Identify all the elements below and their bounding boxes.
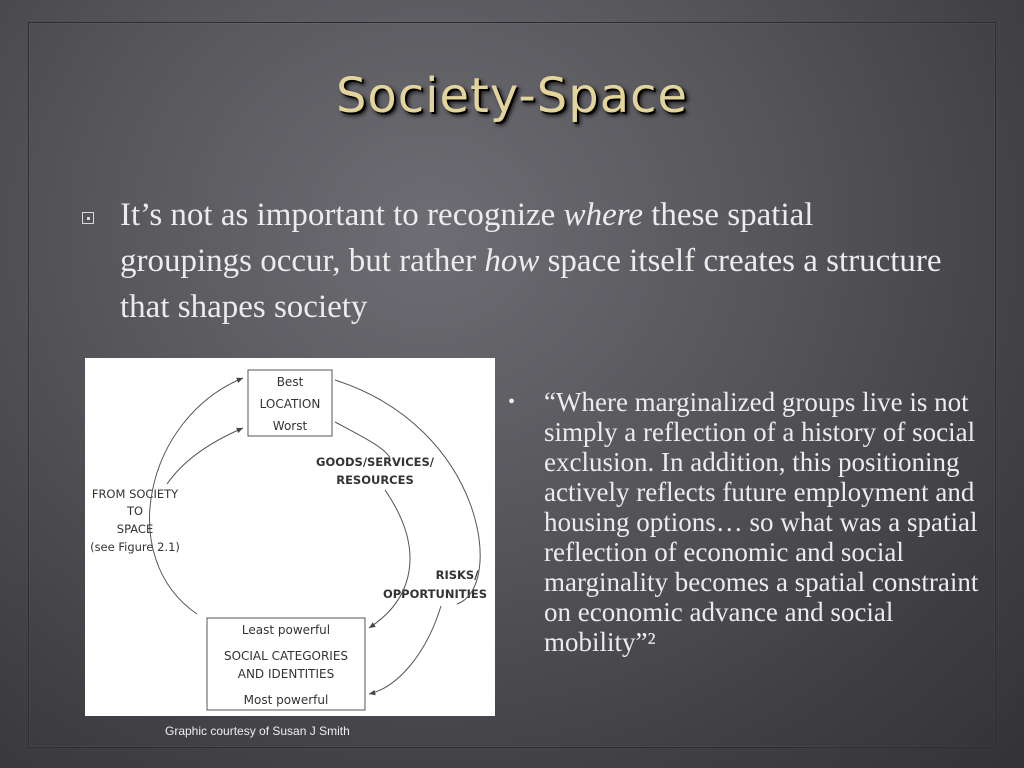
social-categories: SOCIAL CATEGORIES — [223, 649, 349, 663]
main-bullet-part3: space itself creates a structure that shapes society — [120, 243, 942, 325]
society-space-diagram — [85, 358, 495, 716]
main-bullet — [82, 192, 942, 330]
opportunities-label: OPPORTUNITIES — [382, 587, 488, 601]
main-bullet-emphasis-where: where — [563, 197, 643, 233]
square-bullet-icon — [82, 212, 94, 224]
main-bullet-text — [120, 192, 942, 330]
and-identities: AND IDENTITIES — [237, 667, 335, 681]
graphic-caption: Graphic courtesy of Susan J Smith — [165, 724, 350, 738]
resources-label: RESOURCES — [336, 473, 414, 487]
location-best: Best — [276, 375, 304, 389]
risks-label: RISKS/ — [435, 568, 479, 582]
diagram-svg — [85, 358, 495, 716]
arrow-left-inner — [167, 428, 243, 484]
least-powerful: Least powerful — [241, 623, 331, 637]
slide-title: Society-Space — [335, 68, 689, 124]
to-label: TO — [126, 504, 144, 518]
arrow-right-middle — [369, 490, 410, 628]
space-label: SPACE — [116, 522, 154, 536]
from-society-label: FROM SOCIETY — [91, 487, 179, 501]
most-powerful: Most powerful — [243, 693, 329, 707]
main-bullet-part1: It’s not as important to recognize — [120, 197, 564, 233]
location-worst: Worst — [272, 419, 308, 433]
bullet-dot-icon: • — [508, 391, 516, 413]
arrow-right-bottom — [369, 606, 441, 694]
quote-bullet — [508, 387, 988, 657]
see-figure-label: (see Figure 2.1) — [90, 540, 180, 554]
location-label: LOCATION — [259, 397, 321, 411]
goods-services-label: GOODS/SERVICES/ — [316, 455, 434, 469]
main-bullet-part2: these spatial groupings occur, but rather — [120, 197, 814, 279]
main-bullet-emphasis-how: how — [484, 243, 540, 279]
quote-text: “Where marginalized groups live is not simply a reflection of a history of social exclusion. In addition, this positioning actively reflects future employment and housing options… so what was a spatial reflection of economic and social marginality becomes a spatial constraint on economic advance and social mobility”² — [544, 387, 979, 657]
arrow-right-top — [335, 422, 390, 458]
